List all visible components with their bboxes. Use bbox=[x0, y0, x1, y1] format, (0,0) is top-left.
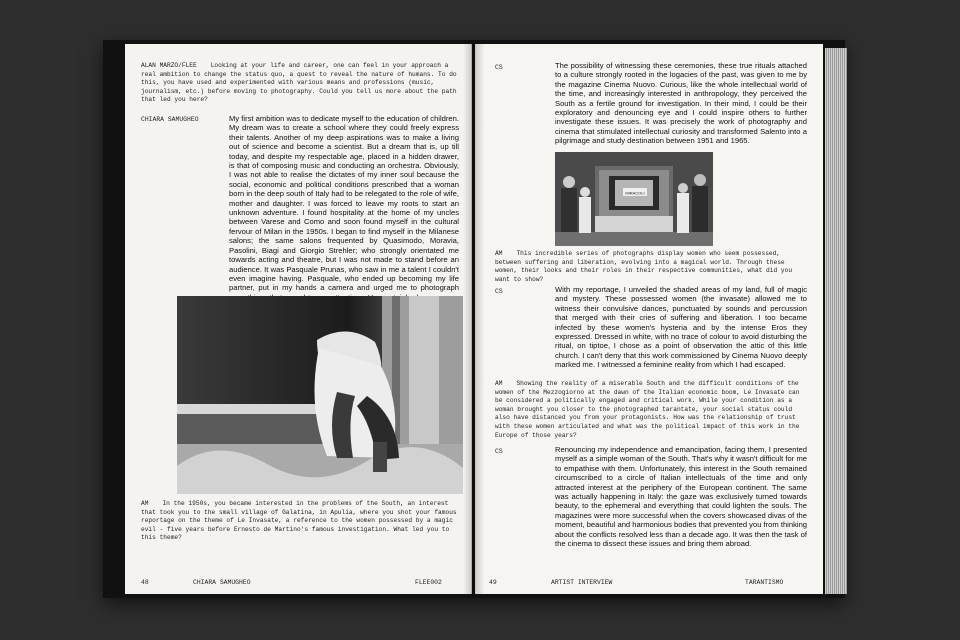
answer-2-speaker: CS bbox=[495, 64, 503, 71]
question-4-text: Showing the reality of a miserable South and the difficult conditions of the women of the Mezzogiorno at the dawn of the Italian economic boom, Le Invasate can be considered a politically engaged and critical work. While your condition as a woman brought you closer to the photographed tarantate, your social status could also have distanced you from your protagonists. How was the relationship of trust with these women articulated and what was the political impact of this work in the Europe of those years? bbox=[495, 380, 800, 439]
question-3-speaker: AM bbox=[495, 250, 503, 257]
photo-possessed-woman bbox=[177, 296, 463, 494]
answer-4-text: Renouncing my independence and emancipation, facing them, I presented myself as a simple woman of the South. That's why it wasn't difficult for me to empathise with them. Unfortunately, this interest in the South remained circumscribed to a circle of Italian intellectuals of the time and only attracted interest at the periphery of the European continent. The same was actually happening in Italy: the gaze was exclusively turned towards beauty, to the ephemeral and everything that could lighten the souls. The magazines were more successful when the covers showcased divas of the moment, beautiful and harmonious bodies that prevented you from thinking about the conflicts resolved less than a decade ago. It was then the task of the cinema to dissect these issues and bring them abroad. bbox=[555, 445, 808, 549]
photo-church-ceremony bbox=[555, 152, 713, 246]
open-book bbox=[103, 40, 845, 598]
photo-sign-text: MIRACOLI bbox=[625, 190, 645, 196]
photo-possessed-woman-image bbox=[177, 296, 463, 494]
question-4 bbox=[495, 380, 807, 440]
answer-2-text: The possibility of witnessing these ceremonies, these true rituals attached to a culture strongly rooted in the logacies of the past, was given to me by the magazine Cinema Nuovo. Curious, like the whole intellectual world of the time, and increasingly interested in anthropology, they perceived the South as a fertile ground for investigation. In their mind, I could be their exploratory and denouncing eye and I could inspire others to further investigate these issues. It was precisely the work of photography and cinema that stimulated intellectual curiosity and transformed Salento into a pilgrimage and study destination between 1951 and 1965. bbox=[555, 61, 807, 146]
question-2-speaker: AM bbox=[141, 500, 149, 507]
question-1-speaker: ALAN MARZO/FLEE bbox=[141, 62, 197, 69]
folio-page-number: 49 bbox=[489, 579, 497, 586]
folio-topic: TARANTISMO bbox=[745, 579, 784, 586]
folio-author: CHIARA SAMUGHEO bbox=[193, 579, 251, 586]
left-page bbox=[125, 44, 472, 594]
answer-4-speaker: CS bbox=[495, 448, 503, 455]
right-page bbox=[475, 44, 823, 594]
question-3 bbox=[495, 250, 807, 284]
answer-1-speaker: CHIARA SAMUGHEO bbox=[141, 116, 199, 123]
question-1-text: Looking at your life and career, one can feel in your approach a real ambition to change the status quo, a quest to reveal the nature of humans. To do this, you have used and experimented with various means and professions (music, journalism, etc.) before moving to photography. Could you tell us more about the path that led you here? bbox=[141, 62, 457, 104]
question-2-text: In the 1950s, you became interested in the problems of the South, an interest that took you to the small village of Galatina, in Apulia, where you shot your famous reportage on the theme of Le Invasate, a reference to the women possessed by a magic evil - five years before Ernesto de Martino's famous investigation. What led you to this theme? bbox=[141, 500, 457, 542]
question-3-text: This incredible series of photographs display women who seem possessed, between suffering and liberation, evolving into a magical world. Through these women, their looks and their roles in their respective communities, what did you want to show? bbox=[495, 250, 793, 283]
folio-magazine: FLEE002 bbox=[415, 579, 442, 586]
photo-church-ceremony-image bbox=[555, 152, 713, 246]
question-1 bbox=[141, 62, 459, 105]
folio-section: ARTIST INTERVIEW bbox=[551, 579, 613, 586]
answer-3-text: With my reportage, I unveiled the shaded areas of my land, full of magic and mystery. These possessed women (the invasate) allowed me to witness their convulsive dances, punctuated by sounds and percussion that merged with their cries of suffering and liberation. I too became infected by these women's hysteria and by the intense Eros they expressed. Dressed in white, with no trace of colour to avoid disturbing the ritual, on tiptoe, I chose as a point of observation the attic of this little church. I can't deny that this work commissioned by Cinema Nuovo deeply marked me. I witnessed a feminine reality from which I had escaped. bbox=[555, 285, 807, 370]
page-edges bbox=[825, 48, 847, 594]
question-2 bbox=[141, 500, 459, 543]
question-4-speaker: AM bbox=[495, 380, 503, 387]
answer-1-text: My first ambition was to dedicate myself to the education of children. My dream was to create a school where they could freely express their talents. Another of my deep aspirations was to make a living out of science and become a scientist. But a dream that is, up till today, and despite my respectable age, placed in a hidden drawer, is that of composing music and conducting an orchestra. Obviously, I was not able to realise the dictates of my inner soul because the social, economic and political conditions prescribed that a woman born in the deep south of Italy had to be relegated to the role of wife, mother and daughter. I was forced to leave my roots to start an unknown adventure. I found hospitality at the home of my uncles between Varese and Como and soon found myself in the cultural fervour of Milan in the 1950s. I began to find myself in the Milanese salons; the same salons frequented by Quasimodo, Moravia, Pasolini, Biagi and Giorgio Strehler; who strongly orientated me towards acting and theatre, but I was not made to stand before an audience. It was Pasquale Prunas, who saw in me a talent I couldn't even imagine having. Pasquale, who ended up becoming my life partner, put in my hands a camera and urged me to photograph bbox=[229, 114, 459, 293]
folio-page-number: 48 bbox=[141, 579, 149, 586]
answer-3-speaker: CS bbox=[495, 288, 503, 295]
